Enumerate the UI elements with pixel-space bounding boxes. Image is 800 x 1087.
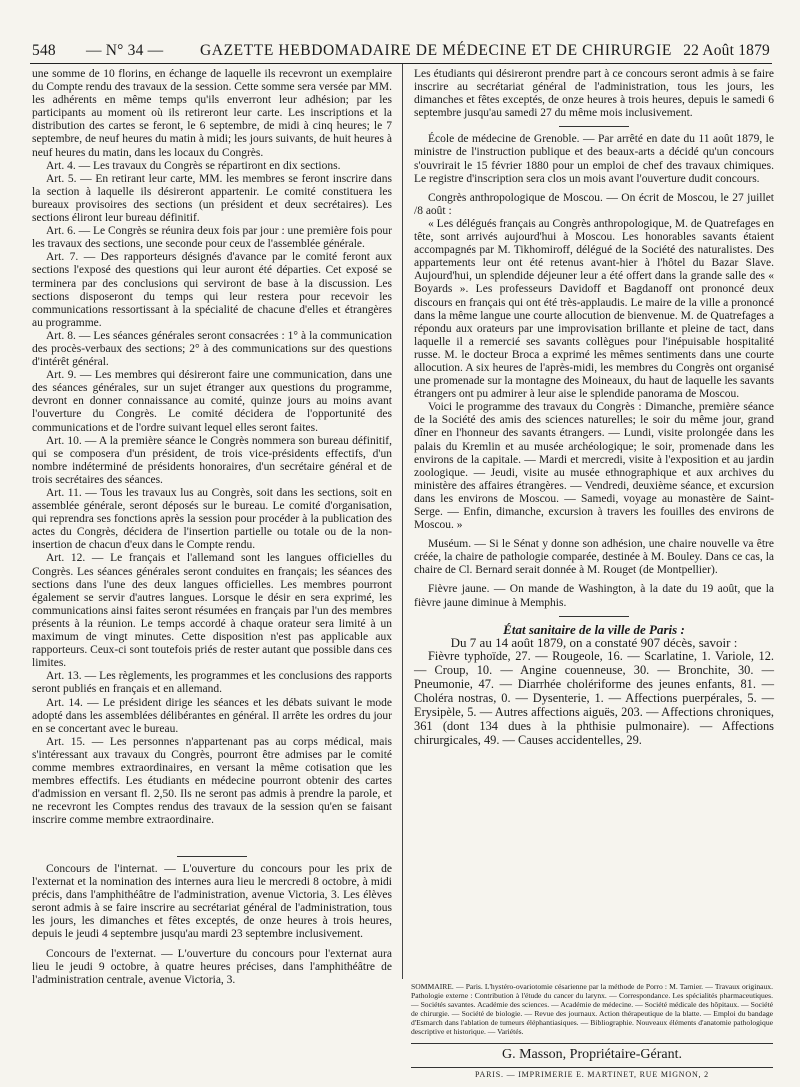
left-column-articles <box>32 68 392 827</box>
article-paragraph: Art. 9. — Les membres qui désireront faire une communication, dans une des séances générales, sur un sujet étranger aux questions du programme, devront en donner connaissance au comité, quinze jours au moins avant l'ouverture du Congrès. Le comité décidera de l'opportunité des communications et de l'ordre suivant lequel elles seront faites. <box>32 369 392 434</box>
running-header <box>30 38 770 64</box>
article-paragraph: Art. 6. — Le Congrès se réunira deux fois par jour : une première fois pour les travaux des sections, une seconde pour ceux de l'assemblée générale. <box>32 225 392 251</box>
article-paragraph: Art. 10. — A la première séance le Congrès nommera son bureau définitif, qui se composera d'un président, de trois vice-présidents effectifs, d'un nombre indéterminé de présidents honoraires, d'un secrétaire général et de trois secrétaires des séances. <box>32 434 392 486</box>
journal-title: GAZETTE HEBDOMADAIRE DE MÉDECINE ET DE CHIRURGIE <box>200 42 672 59</box>
imprint: PARIS. — IMPRIMERIE E. MARTINET, RUE MIGNON, 2 <box>475 1070 709 1079</box>
section-rule <box>559 126 629 127</box>
etat-sanitaire-subtitle: Du 7 au 14 août 1879, on a constaté 907 décès, savoir : <box>450 634 738 650</box>
congres-quote: « Les délégués français au Congrès anthropologique, M. de Quatrefages en tête, sont arrivés aujourd'hui à Moscou. Les honorables savants étaient accompagnés par M. Tikhomiroff, délégué de la Société des naturalistes. Des appartements leur ont été retenus avant-hier à l'hôtel du Bazar Slave. Aujourd'hui, un splendide déjeuner leur a été offert dans la grande salle des « Boyards ». Les professeurs Davidoff et Bagdanoff ont prononcé deux discours en français qui ont été très-applaudis. Le maire de la ville a prononcé dans la même langue une courte allocution de bienvenue. M. de Quatrefages a répondu aux orateurs par une improvisation brillante et pleine de tact, dans laquelle il a remercié ses savants collègues pour l'inépuisable hospitalité russe. M. le docteur Broca a exprimé les mêmes sentiments dans une courte allocution. A six heures de l'après-midi, les membres du Congrès ont organisé une promenade sur la montagne des Moineaux, du haut de laquelle les savants étrangers ont pu admirer à leur aise le splendide panorama de Moscou. <box>414 217 774 401</box>
section-rule <box>559 616 629 617</box>
sommaire <box>411 982 773 1037</box>
article-paragraph: Art. 12. — Le français et l'allemand sont les langues officielles du Congrès. Les séances générales seront conduites en français; les séances des sections dans l'une des deux langues officielles. Les membres pourront également se servir d'autres langues. Lorsque le désir en sera exprimé, les communications ainsi faites seront résumées en français par l'un des membres présents à la réunion. Le temps accordé à chaque orateur sera limité à un maximum de vingt minutes. Cette disposition n'est pas applicable aux rapporteurs. Ceux-ci sont toutefois priés de rester autant que possible dans ces limites. <box>32 552 392 670</box>
imprint-rule <box>411 1067 773 1068</box>
grenoble-paragraph: École de médecine de Grenoble. — Par arrêté en date du 11 août 1879, le ministre de l'instruction publique et des beaux-arts a décidé qu'un concours s'ouvrirait le 15 février 1880 pour un emploi de chef des travaux chimiques. Le registre d'inscription sera clos un mois avant l'ouverture dudit concours. <box>414 133 774 185</box>
etat-sanitaire-title: État sanitaire de la ville de Paris : <box>503 621 685 637</box>
header-rule <box>30 63 772 64</box>
issue-date: 22 Août 1879 <box>683 42 770 59</box>
article-paragraph: Art. 8. — Les séances générales seront consacrées : 1° à la communication des procès-verbaux des sections; 2° à des communications sur des questions d'intérêt général. <box>32 329 392 369</box>
signature-rule <box>411 1043 773 1044</box>
article-paragraph: Art. 14. — Le président dirige les séances et les débats suivant le mode adopté dans les assemblées délibérantes en général. Il arrête les ordres du jour en se concertant avec le bureau. <box>32 696 392 735</box>
etat-sanitaire-body: Fièvre typhoïde, 27. — Rougeole, 16. — Scarlatine, 1. Variole, 12. — Croup, 10. — Angine couenneuse, 30. — Bronchite, 30. — Pneumonie, 47. — Diarrhée cholériforme des jeunes enfants, 81. — Choléra nostras, 0. — Dysenterie, 1. — Affections puerpérales, 5. — Erysipèle, 5. — Autres affections aiguës, 203. — Affections chroniques, 361 (dont 134 dues à la phthisie pulmonaire). — Affections chirurgicales, 49. — Causes accidentelles, 29. <box>414 648 774 747</box>
page-number: 548 <box>32 42 56 59</box>
article-paragraph: Art. 4. — Les travaux du Congrès se répartiront en dix sections. <box>46 159 341 172</box>
signature: G. Masson, Propriétaire-Gérant. <box>501 1047 682 1062</box>
congres-intro: Congrès anthropologique de Moscou. — On écrit de Moscou, le 27 juillet /8 août : <box>414 191 774 217</box>
column-divider <box>402 64 403 979</box>
article-paragraph: Art. 7. — Des rapporteurs désignés d'avance par le comité feront aux sections l'exposé des questions qui leur auront été départies. Cet exposé se terminera par des conclusions qui serviront de base à la discussion. Les sections disposeront du temps qui leur restera pour recevoir les communications ressortissant à la spécialité de chacune d'elles et étrangères au programme. <box>32 251 392 329</box>
article-paragraph: Art. 13. — Les règlements, les programmes et les conclusions des rapports seront publiés en français et en allemand. <box>32 670 392 696</box>
section-rule <box>177 856 247 857</box>
right-column <box>414 68 774 747</box>
fievre-paragraph: Fièvre jaune. — On mande de Washington, à la date du 19 août, que la fièvre jaune diminue à Memphis. <box>414 583 774 609</box>
etudiants-paragraph: Les étudiants qui désireront prendre part à ce concours seront admis à se faire inscrire au secrétariat général de l'administration, tous les jours, les dimanches et fêtes exceptés, de onze heures à trois heures, depuis le samedi 6 septembre jusqu'au samedi 27 du même mois inclusivement. <box>414 68 774 120</box>
congres-programme: Voici le programme des travaux du Congrès : Dimanche, première séance de la Société des amis des sciences naturelles; le soir du même jour, grand dîner en l'honneur des savants étrangers. — Lundi, visite prolongée dans les palais du Kremlin et au musée archéologique; le soir, promenade dans les environs de la capitale. — Mardi et mercredi, visite à l'exposition et au jardin zoologique. — Jeudi, visite au musée ethnographique et aux archives du ministère des affaires étrangères. — Vendredi, deuxième séance, et excursion dans les environs de Moscou. — Samedi, voyage au monastère de Saint-Serge. — Enfin, dimanche, excursion à travers les fouilles des environs de Moscou. » <box>414 401 774 532</box>
left-column-concours <box>32 850 392 987</box>
article-paragraph: Art. 15. — Les personnes n'appartenant pas au corps médical, mais s'intéressant aux travaux du Congrès, pourront être admises par le comité comme membres extraordinaires, en versant la même cotisation que les membres effectifs. Les étudiants en médecine pourront obtenir des cartes d'admission en versant fl. 2,50. Ils ne seront pas admis à prendre la parole, et ne recevront les Comptes rendus des travaux de la session qu'en se faisant inscrire comme membre extraordinaire. <box>32 735 392 827</box>
issue-number: — N° 34 — <box>86 42 164 59</box>
museum-paragraph: Muséum. — Si le Sénat y donne son adhésion, une chaire nouvelle va être créée, la chaire de pathologie comparée, destinée à M. Bouley. Dans ce cas, la chaire de Cl. Bernard serait donnée à M. Rouget (de Montpellier). <box>414 538 774 577</box>
sommaire-text: SOMMAIRE. — Paris. L'hystéro-ovariotomie césarienne par la méthode de Porro : M. Tarnier. — Travaux originaux. Pathologie externe : Contribution à l'étude du cancer du larynx. — Correspondance. Les spécialités pharmaceutiques. — Sociétés savantes. Académie des sciences. — Académie de médecine. — Société médicale des hôpitaux. — Société de chirurgie. — Société de biologie. — Revue des journaux. Action thérapeutique de la blatte. — Emploi du bandage d'Esmarch dans l'ablation de tumeurs éléphantiasiques. — Bibliographie. Nouveaux éléments d'anatomie pathologique descriptive et historique. — Variétés. <box>411 982 773 1037</box>
article-paragraph: Art. 5. — En retirant leur carte, MM. les membres se feront inscrire dans la section à laquelle ils désireront appartenir. Le comité constituera les bureaux provisoires des sections (un président et deux secrétaires). Les sections éliront leur bureau définitif. <box>32 172 392 225</box>
article-paragraph: Art. 11. — Tous les travaux lus au Congrès, soit dans les sections, soit en assemblée générale, seront déposés sur le bureau. Le comité d'organisation, qui reprendra ses fonctions après la session pour procéder à la publication des actes du Congrès, décidera de l'insertion partielle ou totale ou de la non-insertion de chacun d'eux dans le Compte rendu. <box>32 487 392 552</box>
concours-externat: Concours de l'externat. — L'ouverture du concours pour l'externat aura lieu le jeudi 9 octobre, à quatre heures précises, dans l'amphithéâtre de l'administration centrale, avenue Victoria, 3. <box>32 947 392 986</box>
concours-internat: Concours de l'internat. — L'ouverture du concours pour les prix de l'externat et la nomination des internes aura lieu le mercredi 8 octobre, à midi précis, dans l'amphithéâtre de l'administration, avenue Victoria, 3. Les élèves seront admis à se faire inscrire au secrétariat général de l'administration, tous les jours, les dimanches et fêtes exceptés, de onze heures à trois heures, depuis le jeudi 4 septembre jusqu'au mardi 23 septembre inclusivement. <box>32 863 392 941</box>
article-paragraph: une somme de 10 florins, en échange de laquelle ils recevront un exemplaire du Compte rendu des travaux de la session. Cette somme sera versée par MM. les adhérents en même temps qu'ils enverront leur adhésion; par les participants au moment où ils retireront leur carte. Les inscriptions et la distribution des cartes se feront, le 6 septembre, de midi à cinq heures; le 7 septembre, de neuf heures du matin à midi; les jours suivants, de huit heures à neuf heures du matin, dans les locaux du Congrès. <box>32 68 392 159</box>
